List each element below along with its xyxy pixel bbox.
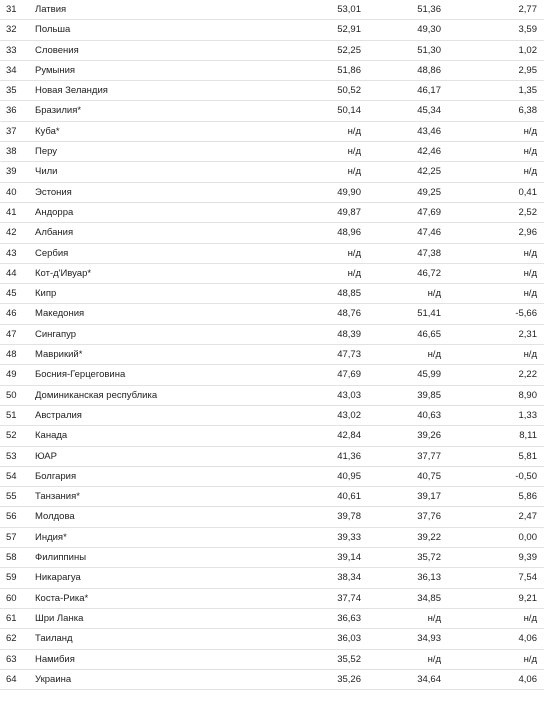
value-c-cell: 2,31 bbox=[518, 328, 537, 340]
value-a-cell: 50,14 bbox=[337, 105, 361, 117]
table-row bbox=[0, 142, 544, 162]
rank-cell: 43 bbox=[6, 247, 17, 259]
value-a-cell: 41,36 bbox=[337, 450, 361, 462]
country-cell: Эстония bbox=[35, 186, 72, 198]
rank-cell: 51 bbox=[6, 409, 17, 421]
rank-cell: 58 bbox=[6, 552, 17, 564]
table-row bbox=[0, 264, 544, 284]
country-cell: Маврикий* bbox=[35, 349, 83, 361]
value-c-cell: 3,59 bbox=[518, 24, 537, 36]
value-b-cell: 39,17 bbox=[417, 491, 441, 503]
value-c-cell: 2,77 bbox=[518, 4, 537, 15]
country-cell: Польша bbox=[35, 24, 71, 36]
value-a-cell: н/д bbox=[347, 146, 361, 158]
value-a-cell: н/д bbox=[347, 267, 361, 279]
country-cell: Босния-Герцеговина bbox=[35, 369, 126, 381]
value-a-cell: 51,86 bbox=[337, 64, 361, 76]
value-b-cell: н/д bbox=[427, 349, 441, 361]
table-row bbox=[0, 223, 544, 243]
table-row bbox=[0, 61, 544, 81]
value-a-cell: 36,63 bbox=[337, 612, 361, 624]
rank-cell: 46 bbox=[6, 308, 17, 320]
table-row bbox=[0, 244, 544, 264]
rank-cell: 62 bbox=[6, 633, 17, 645]
country-cell: Молдова bbox=[35, 511, 75, 523]
table-row bbox=[0, 426, 544, 446]
table-row bbox=[0, 162, 544, 182]
country-cell: Македония bbox=[35, 308, 85, 320]
value-a-cell: 43,02 bbox=[337, 409, 361, 421]
table-row bbox=[0, 487, 544, 507]
rank-cell: 56 bbox=[6, 511, 17, 523]
rank-cell: 64 bbox=[6, 673, 17, 685]
rank-cell: 50 bbox=[6, 389, 17, 401]
country-cell: Андорра bbox=[35, 206, 74, 218]
value-b-cell: 39,22 bbox=[417, 531, 441, 543]
value-b-cell: 46,72 bbox=[417, 267, 441, 279]
value-c-cell: 2,95 bbox=[518, 64, 537, 76]
value-b-cell: 40,63 bbox=[417, 409, 441, 421]
table-row bbox=[0, 325, 544, 345]
value-a-cell: 39,14 bbox=[337, 552, 361, 564]
rank-cell: 42 bbox=[6, 227, 17, 239]
country-cell: Новая Зеландия bbox=[35, 85, 108, 97]
value-a-cell: 49,87 bbox=[337, 206, 361, 218]
rank-cell: 45 bbox=[6, 288, 17, 300]
value-c-cell: 1,33 bbox=[518, 409, 537, 421]
table-row bbox=[0, 365, 544, 385]
table-row bbox=[0, 609, 544, 629]
value-b-cell: 43,46 bbox=[417, 125, 441, 137]
value-b-cell: н/д bbox=[427, 653, 441, 665]
table-row bbox=[0, 467, 544, 487]
value-b-cell: 36,13 bbox=[417, 572, 441, 584]
rank-cell: 49 bbox=[6, 369, 17, 381]
value-a-cell: 37,74 bbox=[337, 592, 361, 604]
value-a-cell: 38,34 bbox=[337, 572, 361, 584]
country-cell: Коста-Рика* bbox=[35, 592, 89, 604]
value-c-cell: 4,06 bbox=[518, 633, 537, 645]
value-b-cell: 51,30 bbox=[417, 44, 441, 56]
value-c-cell: 2,96 bbox=[518, 227, 537, 239]
rank-cell: 32 bbox=[6, 24, 17, 36]
rank-cell: 54 bbox=[6, 470, 17, 482]
rank-cell: 38 bbox=[6, 146, 17, 158]
value-a-cell: 39,78 bbox=[337, 511, 361, 523]
value-c-cell: 0,00 bbox=[518, 531, 537, 543]
value-c-cell: -0,50 bbox=[515, 470, 537, 482]
value-b-cell: 42,25 bbox=[417, 166, 441, 178]
table-row bbox=[0, 629, 544, 649]
value-c-cell: 9,21 bbox=[518, 592, 537, 604]
value-a-cell: 43,03 bbox=[337, 389, 361, 401]
country-cell: Сербия bbox=[35, 247, 69, 259]
value-c-cell: 2,47 bbox=[518, 511, 537, 523]
table-row bbox=[0, 650, 544, 670]
country-cell: Чили bbox=[35, 166, 58, 178]
value-b-cell: 34,93 bbox=[417, 633, 441, 645]
value-c-cell: 2,52 bbox=[518, 206, 537, 218]
value-a-cell: 35,52 bbox=[337, 653, 361, 665]
table-row bbox=[0, 0, 544, 20]
value-b-cell: 48,86 bbox=[417, 64, 441, 76]
value-a-cell: 40,95 bbox=[337, 470, 361, 482]
rank-cell: 55 bbox=[6, 491, 17, 503]
rank-cell: 36 bbox=[6, 105, 17, 117]
country-cell: Филиппины bbox=[35, 552, 87, 564]
country-cell: Сингапур bbox=[35, 328, 77, 340]
value-a-cell: 48,96 bbox=[337, 227, 361, 239]
value-a-cell: 47,69 bbox=[337, 369, 361, 381]
table-row bbox=[0, 101, 544, 121]
value-c-cell: 9,39 bbox=[518, 552, 537, 564]
country-cell: Украина bbox=[35, 673, 72, 685]
value-b-cell: 42,46 bbox=[417, 146, 441, 158]
table-row bbox=[0, 568, 544, 588]
value-b-cell: 47,46 bbox=[417, 227, 441, 239]
rank-cell: 44 bbox=[6, 267, 17, 279]
value-b-cell: 51,41 bbox=[417, 308, 441, 320]
value-a-cell: 50,52 bbox=[337, 85, 361, 97]
country-cell: Албания bbox=[35, 227, 74, 239]
value-b-cell: 45,34 bbox=[417, 105, 441, 117]
table-row bbox=[0, 203, 544, 223]
country-cell: Бразилия* bbox=[35, 105, 82, 117]
value-c-cell: 8,90 bbox=[518, 389, 537, 401]
rank-cell: 47 bbox=[6, 328, 17, 340]
rank-cell: 41 bbox=[6, 206, 17, 218]
table-row bbox=[0, 589, 544, 609]
value-c-cell: н/д bbox=[523, 146, 537, 158]
value-a-cell: н/д bbox=[347, 247, 361, 259]
value-a-cell: 35,26 bbox=[337, 673, 361, 685]
country-cell: Танзания* bbox=[35, 491, 80, 503]
rank-cell: 53 bbox=[6, 450, 17, 462]
value-c-cell: 4,06 bbox=[518, 673, 537, 685]
rank-cell: 31 bbox=[6, 4, 17, 15]
value-c-cell: н/д bbox=[523, 612, 537, 624]
value-c-cell: н/д bbox=[523, 247, 537, 259]
rank-cell: 57 bbox=[6, 531, 17, 543]
country-cell: ЮАР bbox=[35, 450, 57, 462]
value-c-cell: 5,81 bbox=[518, 450, 537, 462]
value-c-cell: 6,38 bbox=[518, 105, 537, 117]
rank-cell: 60 bbox=[6, 592, 17, 604]
table-row bbox=[0, 507, 544, 527]
value-a-cell: н/д bbox=[347, 125, 361, 137]
value-b-cell: 51,36 bbox=[417, 4, 441, 15]
country-cell: Куба* bbox=[35, 125, 60, 137]
table-row bbox=[0, 528, 544, 548]
value-c-cell: н/д bbox=[523, 267, 537, 279]
value-a-cell: 52,25 bbox=[337, 44, 361, 56]
table-row bbox=[0, 406, 544, 426]
value-c-cell: н/д bbox=[523, 288, 537, 300]
value-a-cell: 39,33 bbox=[337, 531, 361, 543]
rank-cell: 63 bbox=[6, 653, 17, 665]
value-a-cell: 52,91 bbox=[337, 24, 361, 36]
rank-cell: 33 bbox=[6, 44, 17, 56]
country-cell: Шри Ланка bbox=[35, 612, 84, 624]
country-cell: Кот-д'Ивуар* bbox=[35, 267, 92, 279]
value-b-cell: 35,72 bbox=[417, 552, 441, 564]
country-cell: Намибия bbox=[35, 653, 75, 665]
value-b-cell: 40,75 bbox=[417, 470, 441, 482]
country-cell: Доминиканская республика bbox=[35, 389, 158, 401]
table-row bbox=[0, 670, 544, 690]
country-cell: Румыния bbox=[35, 64, 76, 76]
rank-cell: 52 bbox=[6, 430, 17, 442]
country-cell: Болгария bbox=[35, 470, 77, 482]
value-b-cell: 39,85 bbox=[417, 389, 441, 401]
value-a-cell: 48,76 bbox=[337, 308, 361, 320]
value-b-cell: 46,17 bbox=[417, 85, 441, 97]
value-b-cell: 49,25 bbox=[417, 186, 441, 198]
value-c-cell: н/д bbox=[523, 349, 537, 361]
table-row bbox=[0, 304, 544, 324]
value-c-cell: 2,22 bbox=[518, 369, 537, 381]
value-a-cell: 49,90 bbox=[337, 186, 361, 198]
country-cell: Кипр bbox=[35, 288, 57, 300]
table-row bbox=[0, 20, 544, 40]
value-b-cell: 49,30 bbox=[417, 24, 441, 36]
value-b-cell: 46,65 bbox=[417, 328, 441, 340]
value-c-cell: 0,41 bbox=[518, 186, 537, 198]
country-cell: Австралия bbox=[35, 409, 82, 421]
value-a-cell: н/д bbox=[347, 166, 361, 178]
value-a-cell: 47,73 bbox=[337, 349, 361, 361]
table-row bbox=[0, 284, 544, 304]
value-a-cell: 36,03 bbox=[337, 633, 361, 645]
table-row bbox=[0, 81, 544, 101]
value-c-cell: 8,11 bbox=[519, 430, 537, 442]
rank-cell: 37 bbox=[6, 125, 17, 137]
table-row bbox=[0, 447, 544, 467]
value-c-cell: 1,35 bbox=[518, 85, 537, 97]
value-b-cell: н/д bbox=[427, 288, 441, 300]
rank-cell: 48 bbox=[6, 349, 17, 361]
table-row bbox=[0, 386, 544, 406]
value-c-cell: 1,02 bbox=[518, 44, 537, 56]
value-c-cell: 7,54 bbox=[518, 572, 537, 584]
country-cell: Латвия bbox=[35, 4, 67, 15]
country-cell: Словения bbox=[35, 44, 79, 56]
rank-cell: 61 bbox=[6, 612, 17, 624]
value-b-cell: 37,77 bbox=[417, 450, 441, 462]
rank-cell: 34 bbox=[6, 64, 17, 76]
country-cell: Перу bbox=[35, 146, 58, 158]
rank-cell: 59 bbox=[6, 572, 17, 584]
value-b-cell: 47,69 bbox=[417, 206, 441, 218]
rank-cell: 35 bbox=[6, 85, 17, 97]
country-cell: Никарагуа bbox=[35, 572, 81, 584]
value-c-cell: -5,66 bbox=[515, 308, 537, 320]
value-c-cell: н/д bbox=[523, 166, 537, 178]
rank-cell: 39 bbox=[6, 166, 17, 178]
value-b-cell: 45,99 bbox=[417, 369, 441, 381]
table-row bbox=[0, 548, 544, 568]
value-a-cell: 48,39 bbox=[337, 328, 361, 340]
country-cell: Индия* bbox=[35, 531, 67, 543]
value-b-cell: 34,85 bbox=[417, 592, 441, 604]
value-c-cell: н/д bbox=[523, 125, 537, 137]
value-a-cell: 40,61 bbox=[337, 491, 361, 503]
value-a-cell: 42,84 bbox=[337, 430, 361, 442]
value-b-cell: 47,38 bbox=[417, 247, 441, 259]
value-c-cell: н/д bbox=[523, 653, 537, 665]
table-row bbox=[0, 41, 544, 61]
rank-cell: 40 bbox=[6, 186, 17, 198]
table-row bbox=[0, 122, 544, 142]
table-row bbox=[0, 345, 544, 365]
table-row bbox=[0, 183, 544, 203]
value-b-cell: 37,76 bbox=[417, 511, 441, 523]
value-b-cell: 39,26 bbox=[417, 430, 441, 442]
value-a-cell: 53,01 bbox=[337, 4, 361, 15]
value-a-cell: 48,85 bbox=[337, 288, 361, 300]
value-b-cell: 34,64 bbox=[417, 673, 441, 685]
value-c-cell: 5,86 bbox=[518, 491, 537, 503]
country-cell: Канада bbox=[35, 430, 68, 442]
value-b-cell: н/д bbox=[427, 612, 441, 624]
country-cell: Таиланд bbox=[35, 633, 73, 645]
